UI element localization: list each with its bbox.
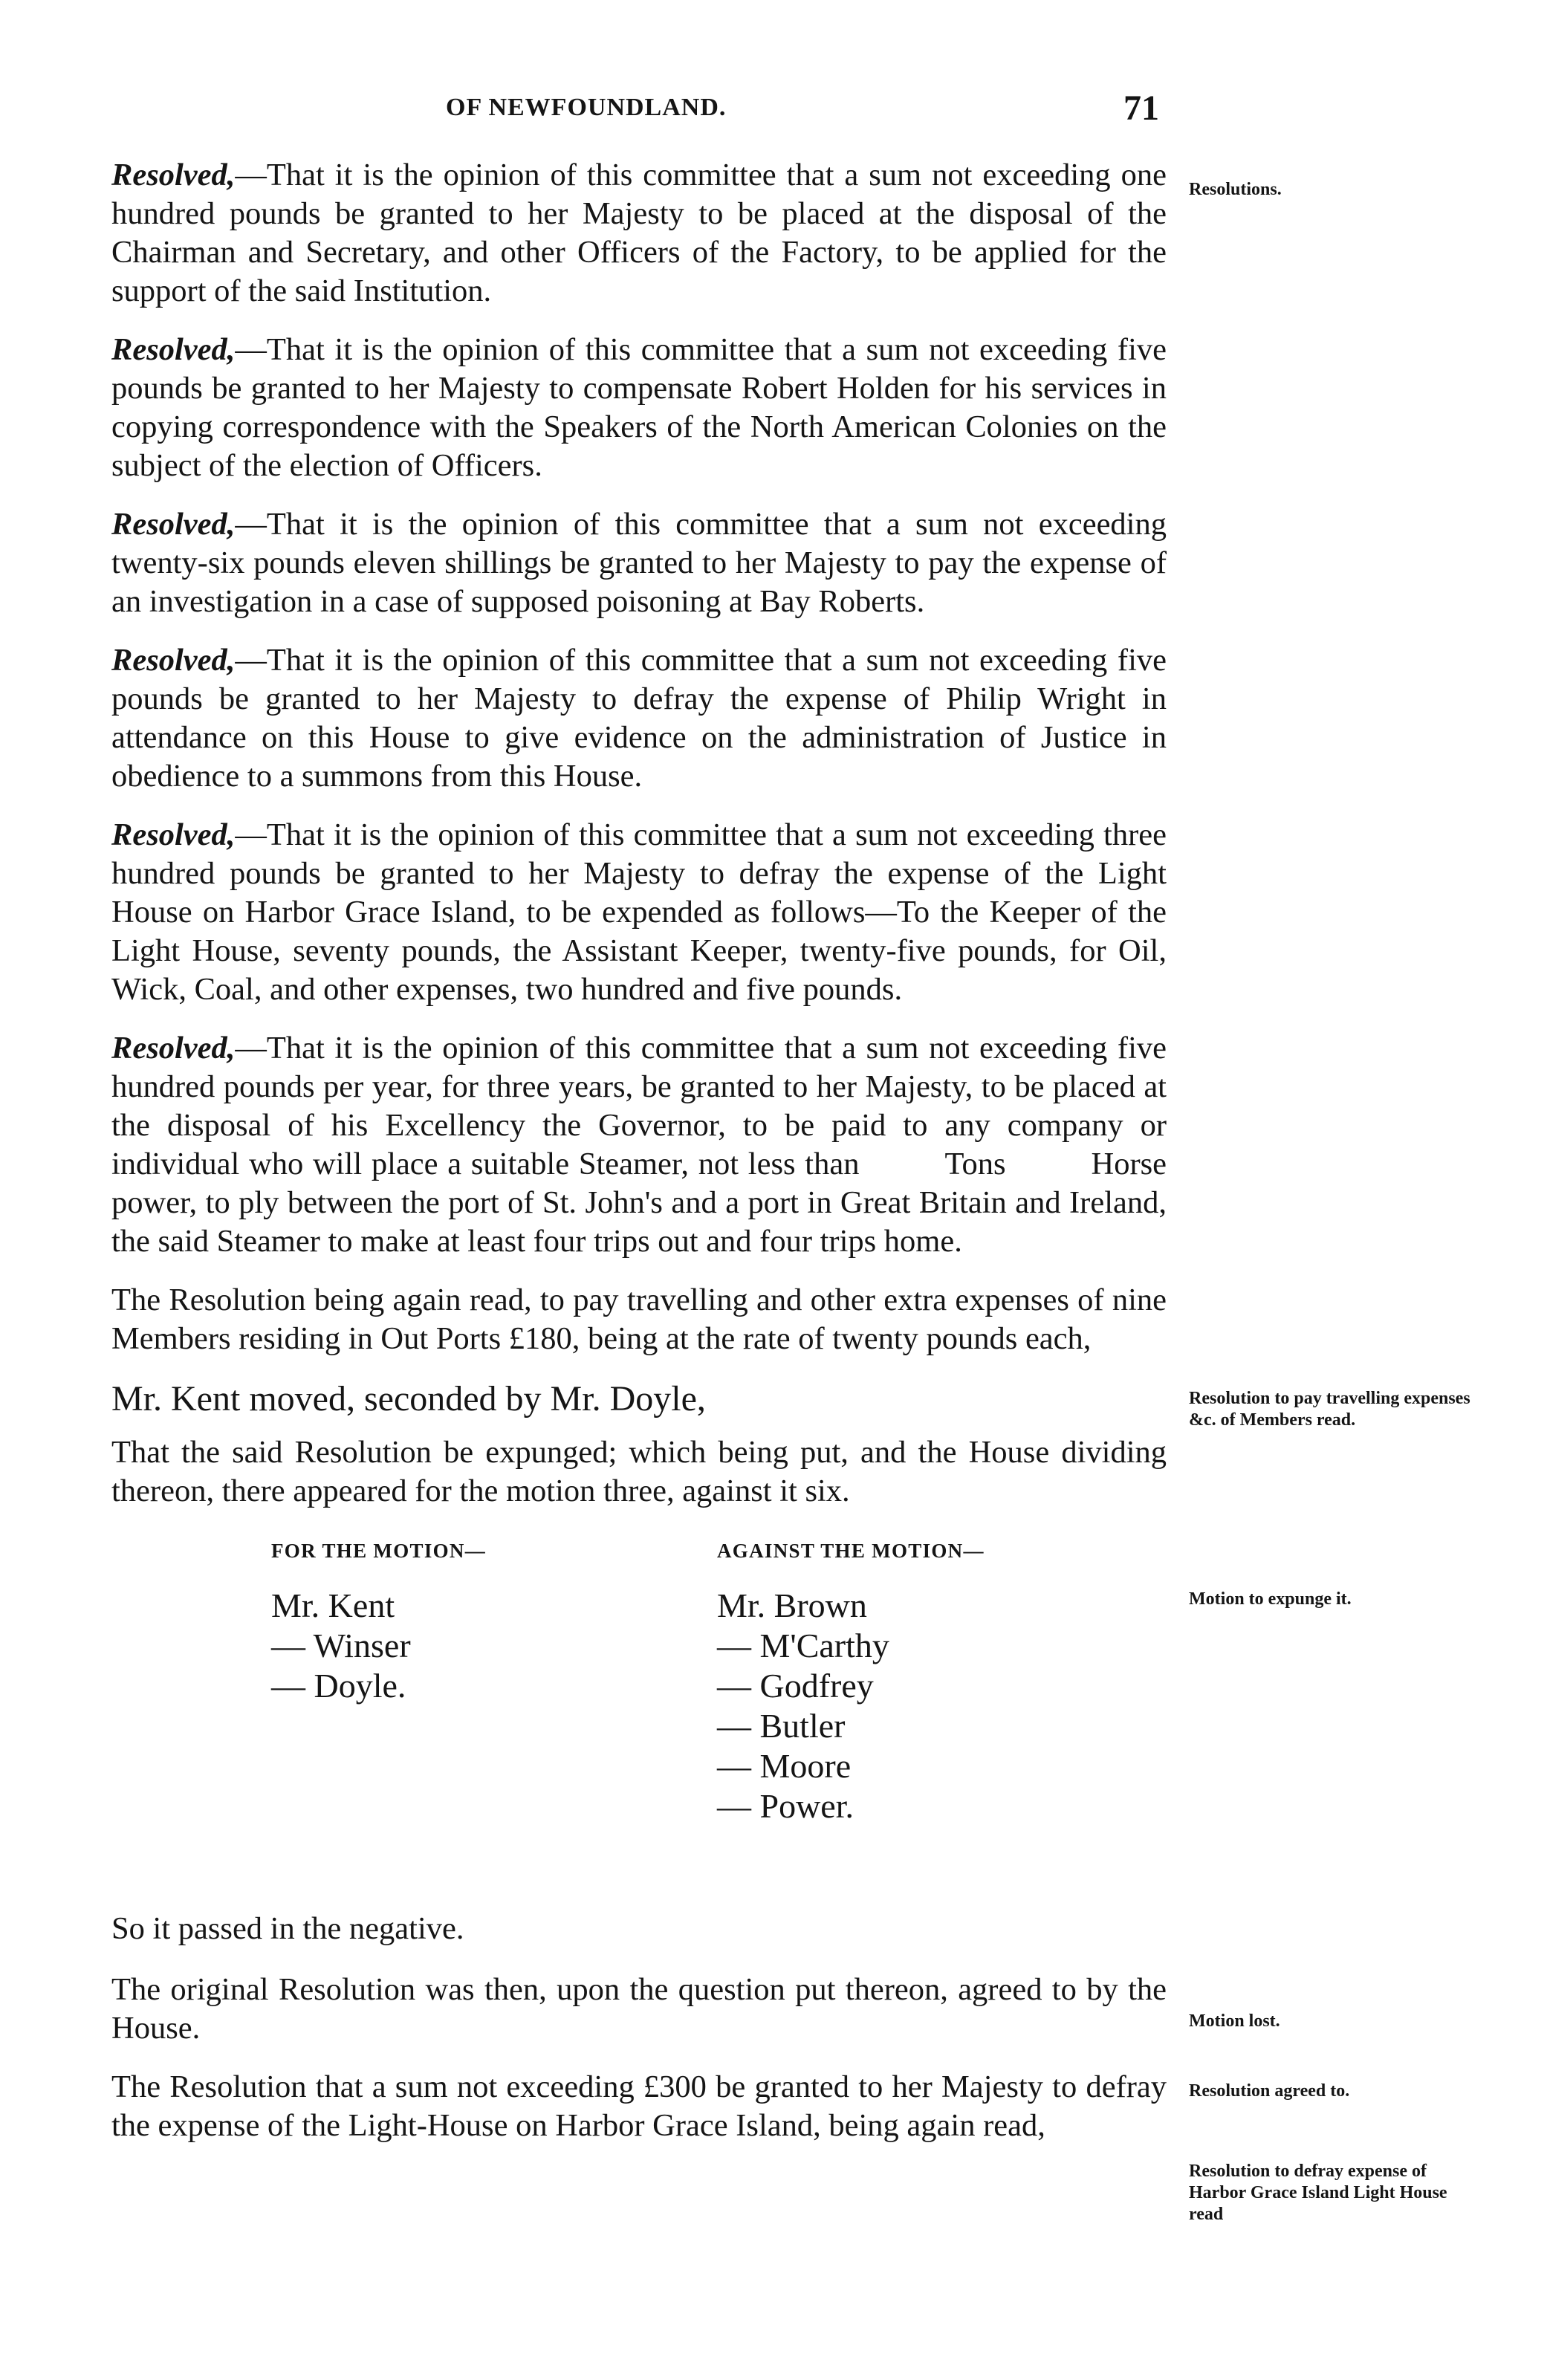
margin-note-travelling-expenses: Resolution to pay travelling expenses &c. of Members read.	[1189, 1389, 1470, 1430]
expunge-motion-paragraph: That the said Resolution be expunged; which being put, and the House dividing thereon, there appeared for the motion three, against it six.	[111, 1435, 1167, 1508]
resolution-text: —That it is the opinion of this committee that a sum not exceeding five pounds be granted to her Majesty to compensate Robert Holden for his services in copying correspondence with the Speakers of the North American Colonies on the subject of the election of Officers.	[111, 332, 1167, 483]
resolution-text: —That it is the opinion of this committee that a sum not exceeding five pounds be granted to her Majesty to defray the expense of Philip Wright in attendance on this House to give evidence on the administration of Justice in obedience to a summons from this House.	[111, 643, 1167, 794]
resolved-label: Resolved,	[111, 817, 236, 852]
page-header	[111, 88, 1181, 140]
against-member-1: Mr. Brown	[717, 1586, 867, 1624]
against-member-2: — M'Carthy	[717, 1627, 889, 1664]
resolved-label: Resolved,	[111, 158, 236, 192]
vote-division-table	[111, 1531, 1167, 1895]
running-head: OF NEWFOUNDLAND.	[446, 94, 727, 121]
light-house-resolution-paragraph: The Resolution that a sum not exceeding £300 be granted to her Majesty to defray the expense of the Light-House on Harbor Grace Island, being again read,	[111, 2069, 1167, 2143]
resolution-paragraph-6	[111, 1029, 1167, 1261]
against-member-3: — Godfrey	[717, 1667, 874, 1705]
document-body	[111, 156, 1167, 2165]
tons-label: Tons	[944, 1147, 1006, 1181]
resolution-paragraph-2	[111, 331, 1167, 485]
resolution-paragraph-4	[111, 641, 1167, 796]
margin-note-resolution-agreed: Resolution agreed to.	[1189, 2081, 1350, 2101]
for-member-2: — Winser	[271, 1627, 411, 1664]
resolution-text: —That it is the opinion of this committee that a sum not exceeding three hundred pounds be granted to her Majesty to defray the expense of the Light House on Harbor Grace Island, to be expended as follows—To the Keeper of the Light House, seventy pounds, the Assistant Keeper, twenty-five pounds, for Oil, Wick, Coal, and other expenses, two hundred and five pounds.	[111, 817, 1167, 1007]
resolution-text-after-tons: Horse power, to ply between the port of St. John's and a port in Great Britain and Ireland, the said Steamer to make at least four trips out and four trips home.	[111, 1147, 1167, 1259]
against-motion-column	[717, 1531, 1103, 1826]
resolved-label: Resolved,	[111, 643, 236, 678]
against-motion-heading: AGAINST THE MOTION—	[717, 1540, 985, 1562]
margin-note-resolutions: Resolutions.	[1189, 180, 1282, 199]
motion-mover-line: Mr. Kent moved, seconded by Mr. Doyle,	[111, 1379, 706, 1418]
against-member-5: — Moore	[717, 1747, 852, 1785]
resolution-paragraph-3	[111, 505, 1167, 621]
for-motion-column	[271, 1531, 658, 1706]
resolution-text-before-tons: —That it is the opinion of this committee that a sum not exceeding five hundred pounds per year, for three years, be granted to her Majesty, to be placed at the disposal of his Excellency the Governor, to be paid to any company or individual who will place a suitable Steamer, not less than	[111, 1031, 1167, 1181]
margin-note-light-house-read: Resolution to defray expense of Harbor Grace Island Light House read	[1189, 2162, 1447, 2224]
resolution-paragraph-5	[111, 816, 1167, 1009]
negative-result-line: So it passed in the negative.	[111, 1911, 464, 1946]
against-member-6: — Power.	[717, 1787, 854, 1825]
for-motion-heading: FOR THE MOTION—	[271, 1540, 487, 1562]
against-member-4: — Butler	[717, 1707, 846, 1745]
margin-note-motion-lost: Motion lost.	[1189, 2011, 1280, 2031]
resolution-text: —That it is the opinion of this committee that a sum not exceeding twenty-six pounds eleven shillings be granted to her Majesty to pay the expense of an investigation in a case of supposed poisoning at Bay Roberts.	[111, 507, 1167, 619]
resolution-text: —That it is the opinion of this committee that a sum not exceeding one hundred pounds be granted to her Majesty to be placed at the disposal of the Chairman and Secretary, and other Officers of the Factory, to be applied for the support of the said Institution.	[111, 158, 1167, 308]
travelling-resolution-paragraph: The Resolution being again read, to pay travelling and other extra expenses of nine Members residing in Out Ports £180, being at the rate of twenty pounds each,	[111, 1283, 1167, 1356]
resolved-label: Resolved,	[111, 1031, 236, 1066]
margin-note-expunge: Motion to expunge it.	[1189, 1589, 1352, 1609]
resolved-label: Resolved,	[111, 507, 236, 542]
for-member-3: — Doyle.	[271, 1667, 406, 1705]
page-number: 71	[1123, 88, 1159, 128]
resolved-label: Resolved,	[111, 332, 236, 367]
resolution-paragraph-1	[111, 156, 1167, 311]
for-member-1: Mr. Kent	[271, 1586, 395, 1624]
original-resolution-paragraph: The original Resolution was then, upon the question put thereon, agreed to by the House.	[111, 1972, 1167, 2046]
